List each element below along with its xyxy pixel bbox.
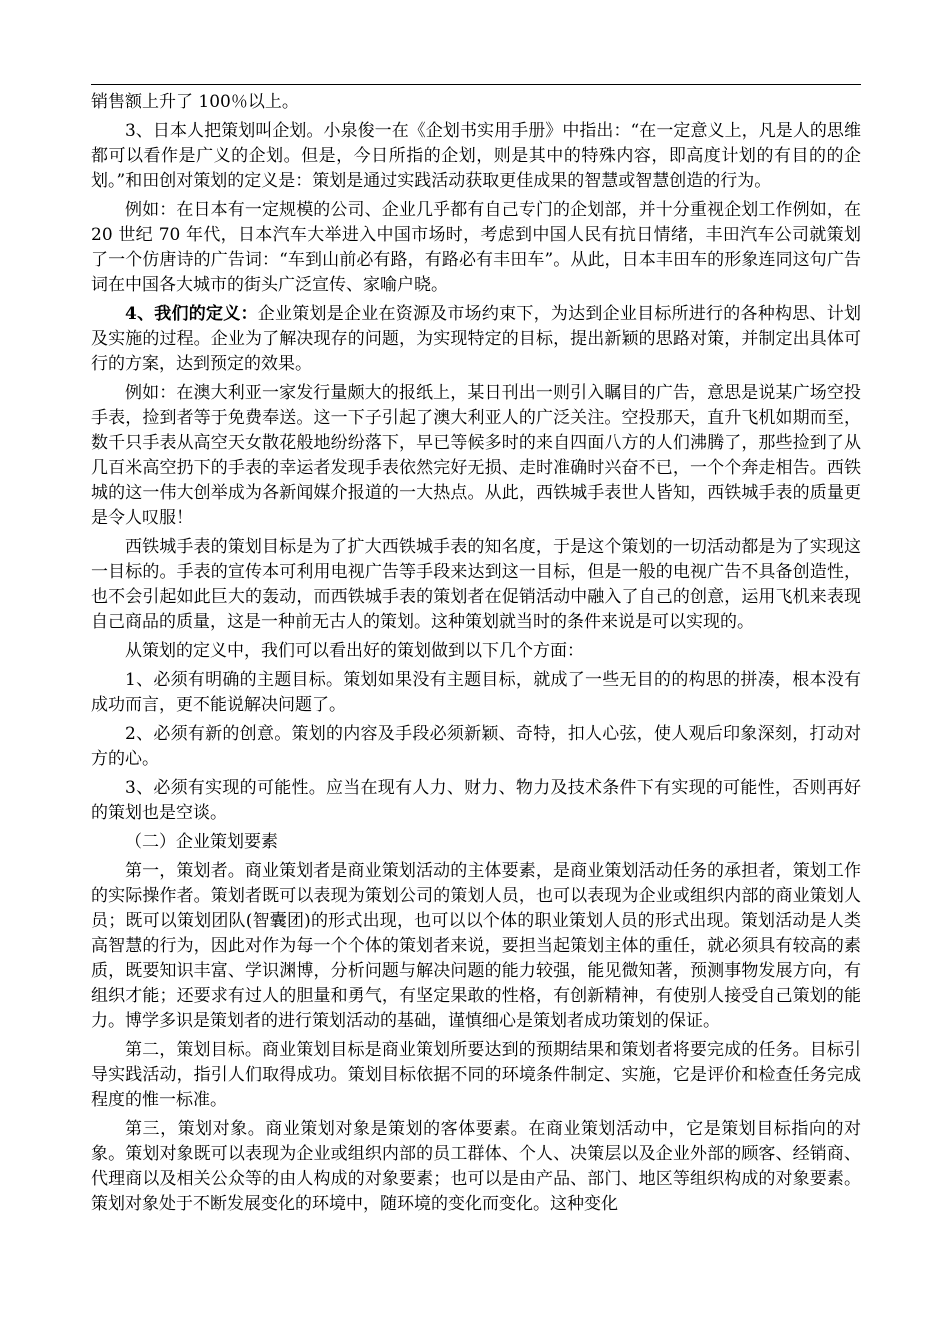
bold-lead: 4、我们的定义： — [125, 304, 258, 324]
header-rule — [91, 84, 861, 85]
paragraph: 例如：在日本有一定规模的公司、企业几乎都有自己专门的企划部，并十分重视企划工作例如，在 20 世纪 70 年代，日本汽车大举进入中国市场时，考虑到中国人民有抗日情绪，丰田汽车公司就策划了一个仿唐诗的广告词：“车到山前必有路，有路必有丰田车”。从此，日本丰田车的形象连同这句广告词在中国各大城市的街头广泛宣传、家喻户晓。 — [91, 200, 861, 295]
paragraph: 1、必须有明确的主题目标。策划如果没有主题目标，就成了一些无目的的构思的拼凑，根本没有成功而言，更不能说解决问题了。 — [91, 670, 861, 715]
paragraph: 例如：在澳大利亚一家发行量颇大的报纸上，某日刊出一则引入瞩目的广告，意思是说某广场空投手表，捡到者等于免费奉送。这一下子引起了澳大利亚人的广泛关注。空投那天，直升飞机如期而至，数千只手表从高空天女散花般地纷纷落下，早已等候多时的来自四面八方的人们沸腾了，那些捡到了从几百米高空扔下的手表的幸运者发现手表依然完好无损、走时准确时兴奋不已，一个个奔走相告。西铁城的这一伟大创举成为各新闻媒介报道的一大热点。从此，西铁城手表世人皆知，西铁城手表的质量更是令人叹服！ — [91, 383, 861, 528]
paragraph: 第一，策划者。商业策划者是商业策划活动的主体要素，是商业策划活动任务的承担者，策划工作的实际操作者。策划者既可以表现为策划公司的策划人员，也可以表现为企业或组织内部的商业策划人员；既可以策划团队(智囊团)的形式出现，也可以以个体的职业策划人员的形式出现。策划活动是人类高智慧的行为，因此对作为每一个个体的策划者来说，要担当起策划主体的重任，就必须具有较高的素质，既要知识丰富、学识渊博，分析问题与解决问题的能力较强，能见微知著，预测事物发展方向，有组织才能；还要求有过人的胆量和勇气，有坚定果敢的性格，有创新精神，有使别人接受自己策划的能力。博学多识是策划者的进行策划活动的基础，谨慎细心是策划者成功策划的保证。 — [91, 861, 861, 1031]
section-heading: （二）企业策划要素 — [125, 832, 278, 852]
paragraph: 3、日本人把策划叫企划。小泉俊一在《企划书实用手册》中指出：“在一定意义上，凡是人的思维都可以看作是广义的企划。但是，今日所指的企划，则是其中的特殊内容，即高度计划的有目的的企划。”和田创对策划的定义是：策划是通过实践活动获取更佳成果的智慧或智慧创造的行为。 — [91, 121, 861, 191]
paragraph: 销售额上升了 100％以上。 — [91, 92, 299, 112]
document-body — [91, 90, 861, 1221]
paragraph — [91, 302, 861, 377]
paragraph: 3、必须有实现的可能性。应当在现有人力、财力、物力及技术条件下有实现的可能性，否则再好的策划也是空谈。 — [91, 778, 861, 823]
paragraph: 第三，策划对象。商业策划对象是策划的客体要素。在商业策划活动中，它是策划目标指向的对象。策划对象既可以表现为企业或组织内部的员工群体、个人、决策层以及企业外部的顾客、经销商、代理商以及相关公众等的由人构成的对象要素；也可以是由产品、部门、地区等组织构成的对象要素。策划对象处于不断发展变化的环境中，随环境的变化而变化。这种变化 — [91, 1119, 861, 1214]
paragraph: 2、必须有新的创意。策划的内容及手段必须新颖、奇特，扣人心弦，使人观后印象深刻，打动对方的心。 — [91, 724, 861, 769]
paragraph: 西铁城手表的策划目标是为了扩大西铁城手表的知名度，于是这个策划的一切活动都是为了实现这一目标的。手表的宣传本可利用电视广告等手段来达到这一目标，但是一般的电视广告不具备创造性，也不会引起如此巨大的轰动，而西铁城手表的策划者在促销活动中融入了自己的创意，运用飞机来表现自己商品的质量，这是一种前无古人的策划。这种策划就当时的条件来说是可以实现的。 — [91, 537, 861, 632]
paragraph-text: 企业策划是企业在资源及市场约束下，为达到企业目标所进行的各种构思、计划及实施的过程。企业为了解决现存的问题，为实现特定的目标，提出新颖的思路对策，并制定出具体可行的方案，达到预定的效果。 — [91, 304, 861, 374]
paragraph: 从策划的定义中，我们可以看出好的策划做到以下几个方面： — [125, 641, 584, 661]
paragraph: 第二，策划目标。商业策划目标是商业策划所要达到的预期结果和策划者将要完成的任务。目标引导实践活动，指引人们取得成功。策划目标依据不同的环境条件制定、实施，它是评价和检查任务完成程度的惟一标准。 — [91, 1040, 861, 1110]
